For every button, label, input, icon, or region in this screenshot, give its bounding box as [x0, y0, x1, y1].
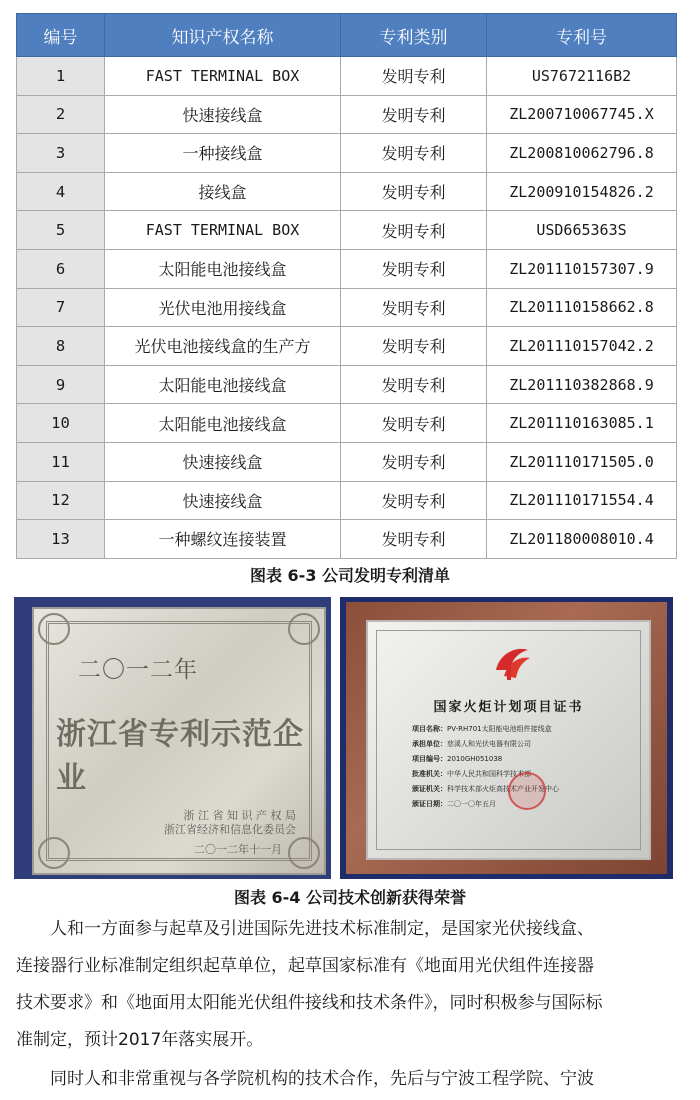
- certificate-line: [412, 752, 559, 767]
- table-row: [17, 365, 677, 404]
- table-row: [17, 481, 677, 520]
- certificate-line-value: 二〇一〇年五月: [447, 800, 496, 808]
- table-row: [17, 211, 677, 250]
- row-type: 发明专利: [341, 249, 487, 288]
- certificate-line: [412, 722, 559, 737]
- row-number: 5: [17, 211, 105, 250]
- plaque-issuer-line: 浙 江 省 知 识 产 权 局: [183, 809, 296, 822]
- row-type: 发明专利: [341, 134, 487, 173]
- table-row: [17, 57, 677, 96]
- certificate-line-label: 颁证日期：: [412, 800, 447, 808]
- row-patent-number: USD665363S: [487, 211, 677, 250]
- row-name: 快速接线盒: [105, 442, 341, 481]
- table-header-row: [17, 14, 677, 57]
- row-type: 发明专利: [341, 172, 487, 211]
- certificate-line-value: 慈溪人和光伏电器有限公司: [447, 740, 531, 748]
- row-number: 4: [17, 172, 105, 211]
- row-name: 光伏电池接线盒的生产方: [105, 327, 341, 366]
- header-number: 编号: [17, 14, 105, 57]
- seal-icon: [508, 772, 546, 810]
- body-paragraph: [16, 1061, 674, 1098]
- row-number: 11: [17, 442, 105, 481]
- row-patent-number: US7672116B2: [487, 57, 677, 96]
- ornament-icon: [38, 837, 70, 869]
- row-type: 发明专利: [341, 288, 487, 327]
- certificate-board: [346, 602, 667, 874]
- table-row: [17, 172, 677, 211]
- table-row: [17, 520, 677, 559]
- row-name: FAST TERMINAL BOX: [105, 211, 341, 250]
- header-patent-number: 专利号: [487, 14, 677, 57]
- row-number: 10: [17, 404, 105, 443]
- row-patent-number: ZL201110157042.2: [487, 327, 677, 366]
- row-name: 光伏电池用接线盒: [105, 288, 341, 327]
- row-patent-number: ZL201180008010.4: [487, 520, 677, 559]
- row-patent-number: ZL200810062796.8: [487, 134, 677, 173]
- row-name: 接线盒: [105, 172, 341, 211]
- row-patent-number: ZL201110382868.9: [487, 365, 677, 404]
- row-type: 发明专利: [341, 57, 487, 96]
- row-type: 发明专利: [341, 404, 487, 443]
- header-patent-type: 专利类别: [341, 14, 487, 57]
- row-name: 一种螺纹连接装置: [105, 520, 341, 559]
- row-type: 发明专利: [341, 211, 487, 250]
- certificate-line-label: 项目名称：: [412, 725, 447, 733]
- table-caption: 图表 6-3 公司发明专利清单: [249, 566, 451, 585]
- row-number: 13: [17, 520, 105, 559]
- certificate-line: [412, 737, 559, 752]
- ornament-icon: [288, 613, 320, 645]
- row-patent-number: ZL201110171554.4: [487, 481, 677, 520]
- row-name: 快速接线盒: [105, 95, 341, 134]
- table-row: [17, 288, 677, 327]
- row-name: 太阳能电池接线盒: [105, 404, 341, 443]
- certificate-photo: [340, 597, 673, 879]
- row-type: 发明专利: [341, 327, 487, 366]
- row-number: 12: [17, 481, 105, 520]
- row-name: FAST TERMINAL BOX: [105, 57, 341, 96]
- certificate: [366, 620, 651, 860]
- certificate-line-value: 2010GH051038: [447, 755, 503, 763]
- row-patent-number: ZL201110158662.8: [487, 288, 677, 327]
- award-plaque: [32, 607, 326, 875]
- plaque-title: 浙江省专利示范企业: [56, 717, 304, 796]
- row-patent-number: ZL201110163085.1: [487, 404, 677, 443]
- row-number: 6: [17, 249, 105, 288]
- row-patent-number: ZL201110171505.0: [487, 442, 677, 481]
- plaque-year: 二〇一二年: [78, 657, 198, 683]
- table-row: [17, 95, 677, 134]
- certificate-line-label: 承担单位：: [412, 740, 447, 748]
- row-patent-number: ZL201110157307.9: [487, 249, 677, 288]
- ornament-icon: [288, 837, 320, 869]
- certificate-line-value: 中华人民共和国科学技术部: [447, 770, 531, 778]
- certificate-line-label: 项目编号：: [412, 755, 447, 763]
- row-type: 发明专利: [341, 520, 487, 559]
- table-row: [17, 404, 677, 443]
- row-number: 8: [17, 327, 105, 366]
- row-type: 发明专利: [341, 481, 487, 520]
- table-row: [17, 249, 677, 288]
- paragraph-line: 准制定，预计2017年落实展开。: [16, 1030, 264, 1050]
- table-row: [17, 327, 677, 366]
- ornament-icon: [38, 613, 70, 645]
- row-name: 太阳能电池接线盒: [105, 365, 341, 404]
- torch-logo-icon: [490, 640, 534, 684]
- row-patent-number: ZL200910154826.2: [487, 172, 677, 211]
- row-number: 1: [17, 57, 105, 96]
- row-type: 发明专利: [341, 442, 487, 481]
- row-number: 2: [17, 95, 105, 134]
- paragraph-line: 人和一方面参与起草及引进国际先进技术标准制定，是国家光伏接线盒、: [50, 919, 594, 939]
- row-patent-number: ZL200710067745.X: [487, 95, 677, 134]
- plaque-issuer-line: 浙江省经济和信息化委员会: [164, 823, 296, 836]
- certificate-line-label: 批准机关：: [412, 770, 447, 778]
- row-number: 3: [17, 134, 105, 173]
- certificate-line-value: PV-RH701太阳能电池组件接线盒: [447, 725, 552, 733]
- row-name: 太阳能电池接线盒: [105, 249, 341, 288]
- certificate-line-label: 颁证机关：: [412, 785, 447, 793]
- table-row: [17, 442, 677, 481]
- row-type: 发明专利: [341, 95, 487, 134]
- row-type: 发明专利: [341, 365, 487, 404]
- plaque-date: 二〇一二年十一月: [194, 843, 282, 856]
- plaque-photo: [14, 597, 331, 879]
- row-name: 快速接线盒: [105, 481, 341, 520]
- body-paragraph: [16, 911, 674, 1059]
- row-name: 一种接线盒: [105, 134, 341, 173]
- row-number: 9: [17, 365, 105, 404]
- paragraph-line: 同时人和非常重视与各学院机构的技术合作，先后与宁波工程学院、宁波: [50, 1069, 594, 1089]
- plaque-issuer: [164, 809, 296, 837]
- paragraph-line: 连接器行业标准制定组织起草单位，起草国家标准有《地面用光伏组件连接器: [16, 956, 594, 976]
- paragraph-line: 技术要求》和《地面用太阳能光伏组件接线和技术条件》，同时积极参与国际标: [16, 993, 603, 1013]
- certificate-line-value: 科学技术部火炬高技术产业开发中心: [447, 785, 559, 793]
- header-ip-name: 知识产权名称: [105, 14, 341, 57]
- patent-table: [16, 13, 677, 559]
- figure-caption: 图表 6-4 公司技术创新获得荣誉: [233, 888, 467, 907]
- row-number: 7: [17, 288, 105, 327]
- certificate-title: 国家火炬计划项目证书: [433, 700, 584, 715]
- table-row: [17, 134, 677, 173]
